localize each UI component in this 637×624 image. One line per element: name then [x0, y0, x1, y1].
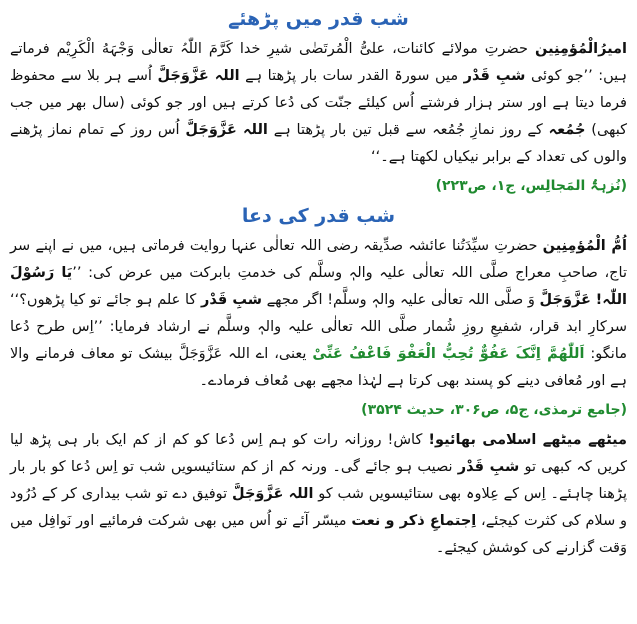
emphasized-text: امیرُالْمُؤمِنِین	[535, 41, 627, 57]
hadith-paragraph-recite	[10, 36, 627, 171]
body-text: وَ صلَّی اللہ تعالٰی علیہ والہٖ وسلَّم! اگر مجھے	[261, 292, 540, 308]
body-text: حضرتِ مولائے کائنات، علیُّ الْمُرتَضٰی شیرِ خدا کَرَّمَ اللّٰہُ تعالٰی وَجْہَهُ الْکَرِیْم فرماتے ہیں: ’’جو کوئی	[10, 41, 628, 84]
emphasized-text: جُمُعہ	[548, 122, 586, 138]
body-text: اُسے ہر بلا سے محفوظ فرما دیتا ہے اور ستر ہزار فرشتے اُس کیلئے جنّت کی دُعا کرتے ہیں اور جو کوئی (سال بھر میں جب کبھی)	[10, 68, 627, 138]
emphasized-text: میٹھے میٹھے اسلامی بھائیو!	[428, 432, 628, 448]
body-text: کا علم ہو جائے تو کیا پڑھوں؟‘‘ سرکارِ ابد قرار، شفیعِ روزِ شُمار صلَّی اللہ تعالٰی علیہ والہٖ وسلَّم نے ارشاد فرمایا: ’’اِس طرح دُعا مانگو:	[10, 292, 627, 362]
section-heading-recite: شب قدر میں پڑھئے	[228, 8, 409, 30]
arabic-dua-text: اَللّٰھُمَّ اِنَّکَ عَفُوٌّ تُحِبُّ الْعَفْوَ فَاعْفُ عَنِّیْ	[312, 346, 585, 362]
section-heading-dua: شب قدر کی دعا	[241, 205, 396, 227]
emphasized-text: شبِ قَدْر	[457, 459, 520, 475]
reference-citation: (جامع ترمذی، ج۵، ص۳۰۶، حدیث ۳۵۲۴)	[361, 402, 627, 418]
body-text: کاش! روزانہ رات کو ہم اِس دُعا کو کم از کم ایک بار ہی پڑھ لیا کریں کہ کبھی تو	[10, 432, 628, 475]
emphasized-text: عَزَّوَجَلَّ	[539, 292, 591, 308]
advice-paragraph	[10, 427, 627, 562]
reference-citation: (نُزہۃُ المَجالِس، ج۱، ص۲۲۳)	[435, 178, 627, 194]
hadith-paragraph-dua	[10, 233, 627, 395]
body-text: اُس روز کے تمام نماز پڑھنے والوں کی تعداد کے برابر نیکیاں لکھتا ہے۔‘‘	[10, 122, 627, 165]
emphasized-text: شبِ قَدْر	[463, 68, 526, 84]
emphasized-text: اِجتماعِ ذکر و نعت	[351, 513, 477, 529]
emphasized-text: یَا رَسُوْلَ اللّٰہ!	[10, 265, 628, 308]
body-text: نصیب ہو جائے گی۔ ورنہ کم از کم ستائیسویں شب تو اِس دُعا کو بار بار پڑھنا چاہئے۔ اِس کے عِلاوہ بھی ستائیسویں شب کو	[10, 459, 627, 502]
body-text: میں سورۃ القدر سات بار پڑھتا ہے	[239, 68, 464, 84]
emphasized-text: شبِ قَدْر	[201, 292, 262, 308]
body-text: یعنی، اے اللہ عَزَّوَجَلَّ بیشک تو معاف فرمانے والا ہے اور مُعافی دینے کو پسند بھی کرتا ہے لہٰذا مجھے بھی مُعاف فرمادے۔	[10, 346, 627, 389]
emphasized-text: اللہ عَزَّوَجَلَّ	[185, 122, 268, 138]
body-text: میسّر آئے تو اُس میں بھی شرکت فرمائیے اور نَوافِل میں وَقت گزارنے کی کوشش کیجئے۔	[10, 513, 627, 556]
body-text: حضرتِ سیِّدَتُنا عائشہ صدِّیقہ رضی اللہ تعالٰی عنہا روایت فرماتی ہیں، میں نے اپنے سر تاج، صاحبِ معراج صلَّی اللہ تعالٰی علیہ والہٖ وسلَّم کی خدمتِ بابرکت میں عرض کی: ’’	[10, 238, 627, 281]
body-text: توفیق دے تو شب بیداری کر کے دُرُود و سلام کی کثرت کیجئے،	[10, 486, 627, 529]
emphasized-text: اللہ عَزَّوَجَلَّ	[157, 68, 240, 84]
emphasized-text: اللہ عَزَّوَجَلَّ	[232, 486, 314, 502]
body-text: کے روز نمازِ جُمُعہ سے قبل تین بار پڑھتا ہے	[267, 122, 549, 138]
emphasized-text: اُمُّ الْمُؤمِنِین	[542, 238, 627, 254]
